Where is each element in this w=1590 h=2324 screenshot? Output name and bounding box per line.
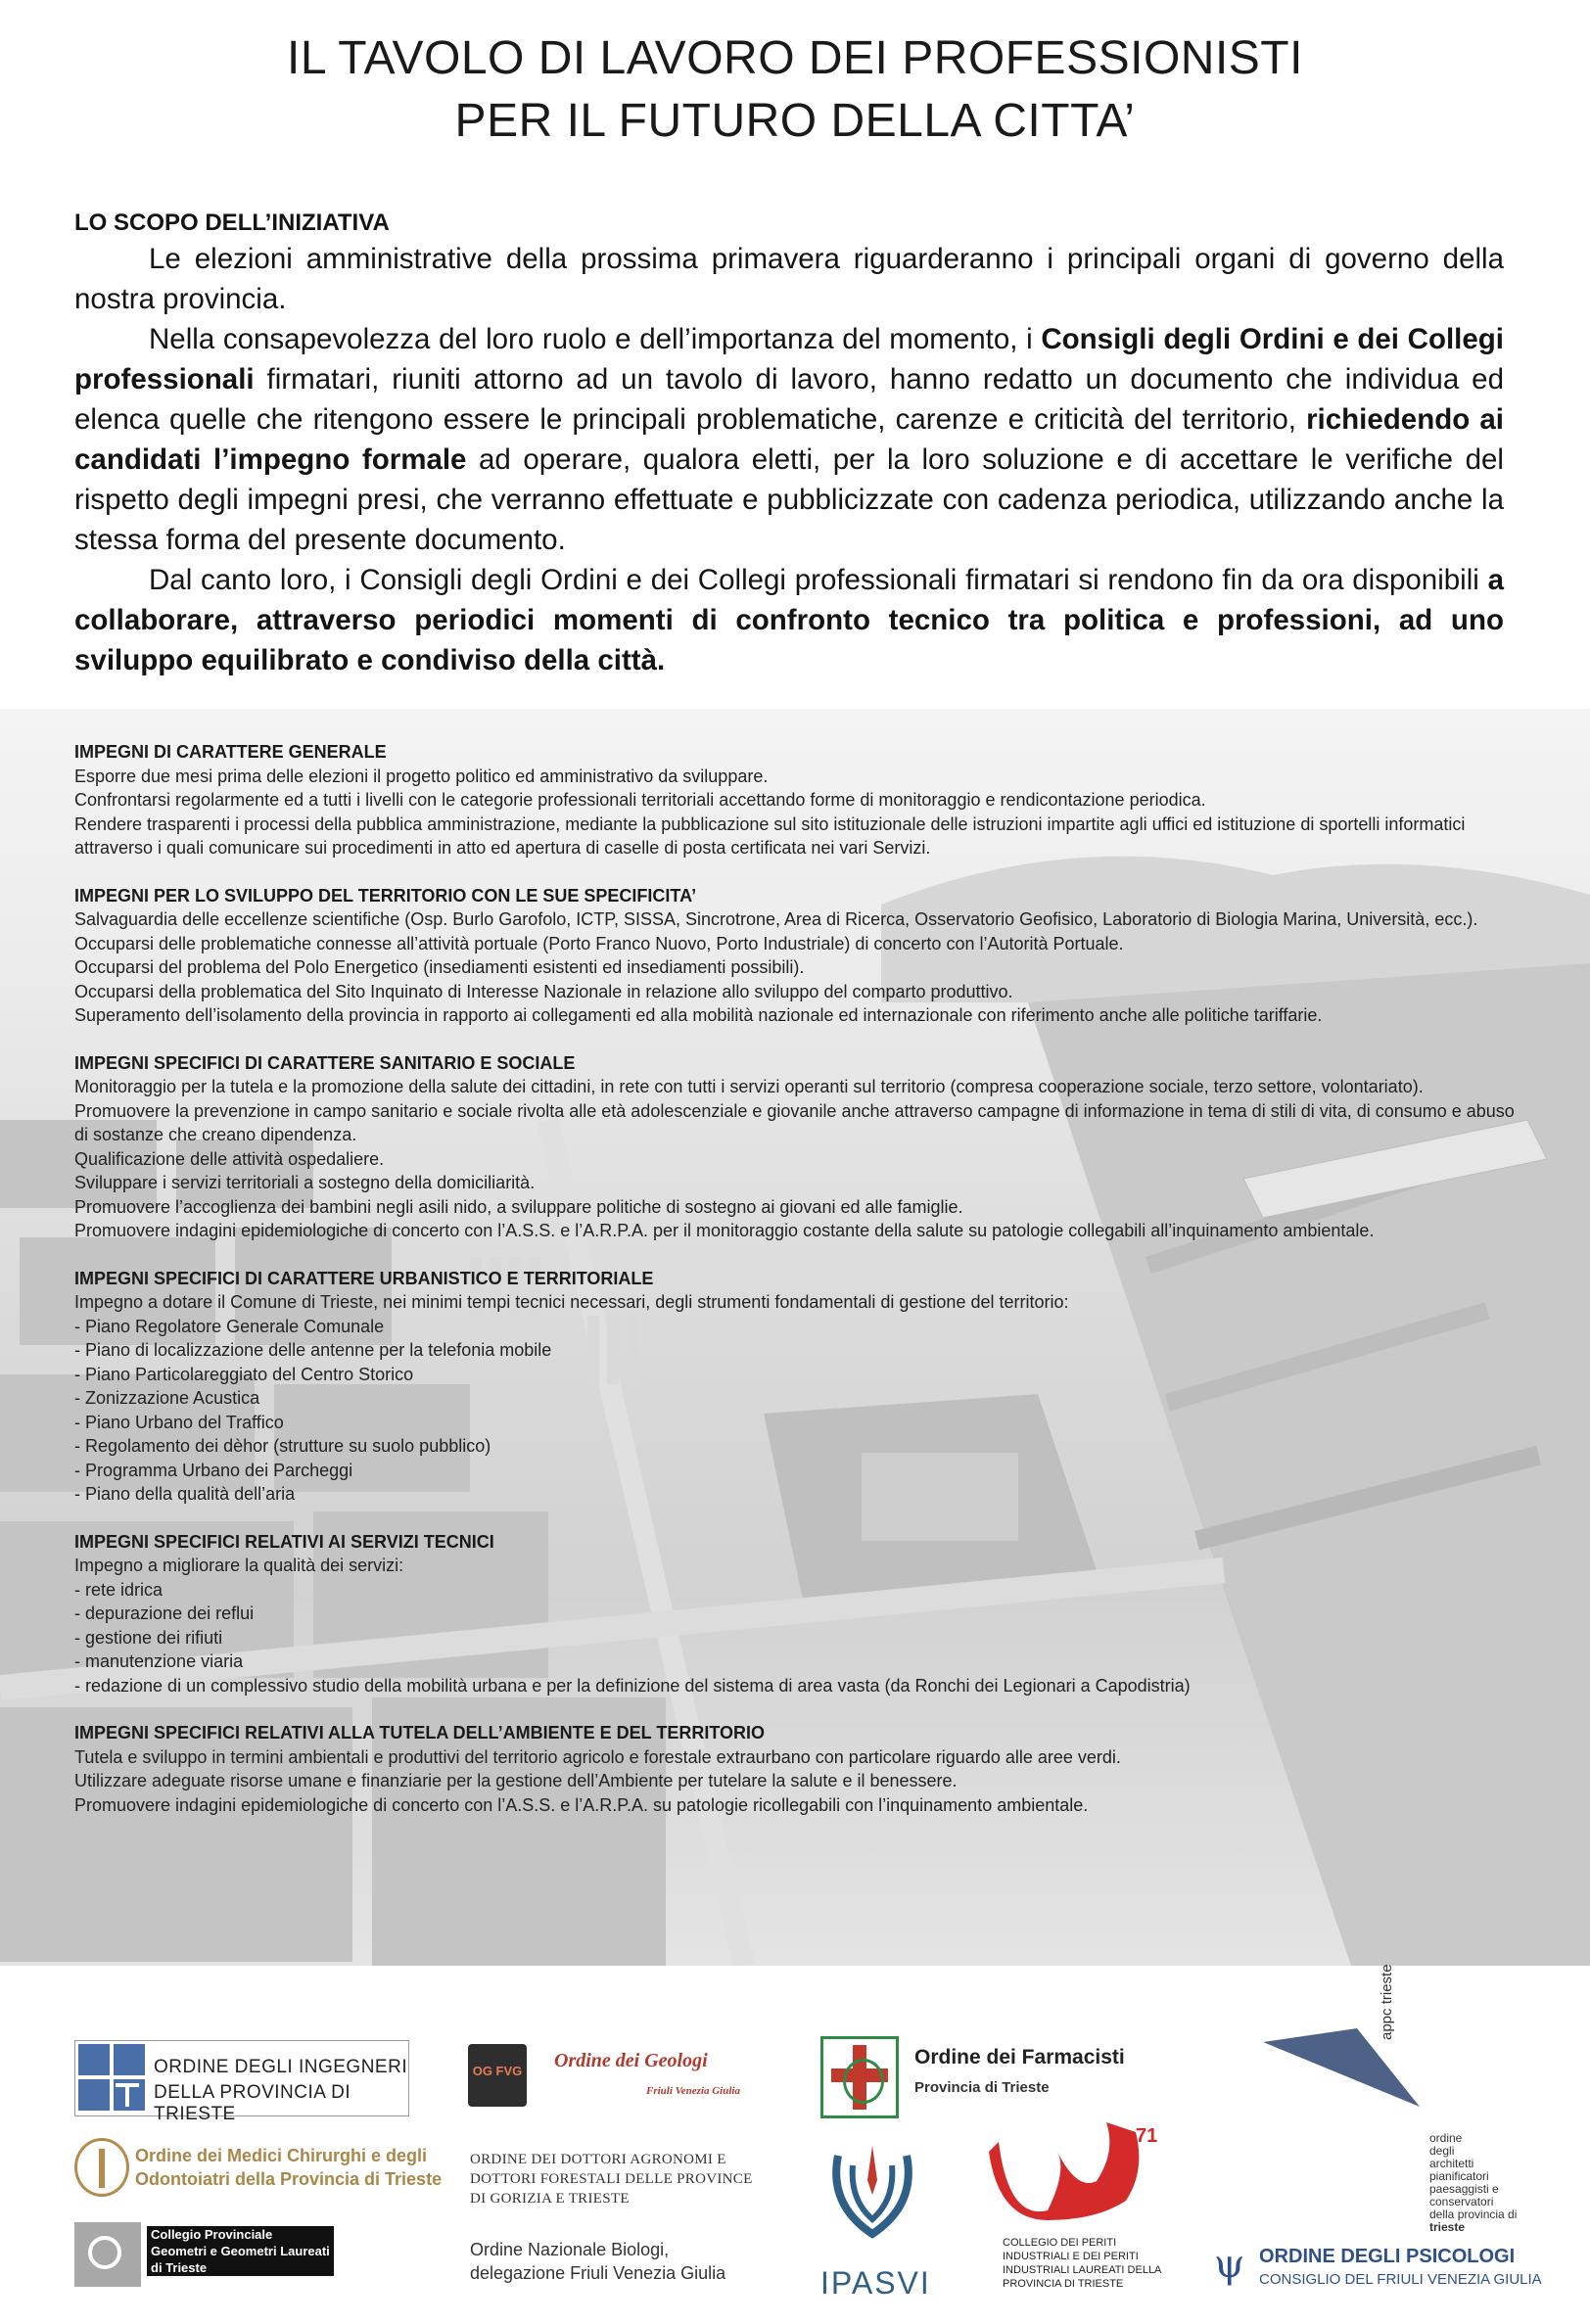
section-line: Tutela e sviluppo in termini ambientali e produttivi del territorio agricolo e forestale extraurbano con particolare riguardo alle aree verdi.	[74, 1746, 1121, 1767]
section-general	[74, 740, 1523, 860]
scope-p2-bold-consigli: Consigli degli Ordini e dei Collegi professionali	[74, 323, 1504, 395]
section-line: Rendere trasparenti i processi della pubblica amministrazione, mediante la pubblicazione sul sito istituzionale delle istruzioni impartite agli uffici ed istituzione di sportelli informatici attraverso i quali comunicare sui procedimenti in atto ed apertura di caselle di posta certificata nei vari Servizi.	[74, 813, 1466, 858]
farmacisti-caduceus-icon	[820, 2036, 899, 2118]
logo-collegio-periti	[989, 2113, 1185, 2308]
periti-line: INDUSTRIALI E DEI PERITI	[1003, 2251, 1139, 2262]
periti-line: PROVINCIA DI TRIESTE	[1003, 2278, 1124, 2290]
section-heading: IMPEGNI PER LO SVILUPPO DEL TERRITORIO CON LE SUE SPECIFICITA’	[74, 885, 697, 906]
logo-ordine-medici	[74, 2138, 446, 2207]
geometri-text-block	[147, 2226, 334, 2276]
logo-ordine-ingegneri	[74, 2040, 409, 2124]
scope-p2-text-c: firmatari, riuniti attorno ad un tavolo di lavoro, hanno redatto un documento che individua ed elenca quelle che ritengono essere le principali problematiche, carenze e criticità del territorio,	[74, 363, 1504, 436]
logo-collegio-geometri	[74, 2222, 388, 2289]
section-line: Occuparsi delle problematiche connesse all’attività portuale (Porto Franco Nuovo, Porto Industriale) di concerto con l’Autorità Portuale.	[74, 933, 1124, 953]
page-title	[0, 27, 1590, 153]
biologi-line: Ordine Nazionale Biologi,	[470, 2240, 670, 2259]
section-health-social	[74, 1051, 1523, 1243]
section-line: - Piano della qualità dell’aria	[74, 1484, 296, 1504]
section-line: Impegno a dotare il Comune di Trieste, nei minimi tempi tecnici necessari, degli strumenti fondamentali di gestione del territorio:	[74, 1292, 1069, 1312]
appc-line: degli	[1429, 2144, 1455, 2158]
section-line: - Piano Particolareggiato del Centro Storico	[74, 1364, 414, 1384]
appc-brand-text: appc trieste	[1379, 1964, 1395, 2040]
scope-p2-bold-impegno: richiedendo ai candidati l’impegno formale	[74, 403, 1504, 476]
section-line: Monitoraggio per la tutela e la promozione della salute dei cittadini, in rete con tutti i servizi operanti sul territorio (compresa cooperazione sociale, terzo settore, volontariato).	[74, 1077, 1424, 1096]
scope-p2-text-e: ad operare, qualora eletti, per la loro soluzione e di accettare le verifiche del rispetto degli impegni presi, che verranno effettuate e pubblicizzate con cadenza periodica, utilizzando anche la stessa forma del presente documento.	[74, 443, 1504, 556]
section-line: Superamento dell’isolamento della provincia in rapporto ai collegamenti ed alla mobilità nazionale ed internazionale con riferimento anche alle politiche tariffarie.	[74, 1005, 1323, 1025]
appc-line: paesaggisti e	[1429, 2182, 1499, 2196]
section-line: Promuovere indagini epidemiologiche di concerto con l’A.S.S. e l’A.R.P.A. per il monitoraggio costante della salute su patologie collegabili all’inquinamento ambientale.	[74, 1221, 1375, 1240]
section-line: Sviluppare i servizi territoriali a sostegno della domiciliarità.	[74, 1173, 536, 1192]
geometri-line: Geometri e Geometri Laureati	[151, 2244, 330, 2258]
scope-heading: LO SCOPO DELL’INIZIATIVA	[74, 209, 390, 236]
agronomi-line: DOTTORI FORESTALI DELLE PROVINCE	[470, 2171, 753, 2187]
appc-line: architetti	[1429, 2157, 1474, 2170]
biologi-line: delegazione Friuli Venezia Giulia	[470, 2263, 726, 2283]
section-line: Promuovere indagini epidemiologiche di concerto con l’A.S.S. e l’A.R.P.A. su patologie ricollegabili con l’inquinamento ambientale.	[74, 1794, 1089, 1815]
appc-line: ordine	[1429, 2131, 1463, 2145]
geologi-emblem-icon	[468, 2044, 527, 2107]
section-line: - gestione dei rifiuti	[74, 1627, 223, 1648]
scope-paragraph-2	[74, 319, 1504, 560]
scope-section	[74, 208, 1504, 680]
logo-ordine-agronomi	[470, 2150, 783, 2218]
section-line: Promuovere l’accoglienza dei bambini negli asili nido, a sviluppare politiche di sostegno ai giovani ed alle famiglie.	[74, 1196, 963, 1217]
ingegneri-province: DELLA PROVINCIA DI TRIESTE	[154, 2082, 351, 2124]
ingegneri-emblem-icon	[78, 2044, 145, 2111]
scope-p2-text-a: Nella consapevolezza del loro ruolo e dell’importanza del momento, i	[149, 323, 1042, 355]
section-line: - manutenzione viaria	[74, 1651, 244, 1671]
appc-triangle-icon	[1263, 2028, 1429, 2116]
ipasvi-name: IPASVI	[820, 2265, 931, 2301]
psicologi-name: ORDINE DEGLI PSICOLOGI	[1259, 2246, 1516, 2267]
periti-text	[1003, 2236, 1161, 2291]
periti-emblem-icon	[989, 2113, 1158, 2230]
title-line-1: IL TAVOLO DI LAVORO DEI PROFESSIONISTI	[287, 32, 1303, 84]
section-heading: IMPEGNI DI CARATTERE GENERALE	[74, 742, 387, 762]
psicologi-council: CONSIGLIO DEL FRIULI VENEZIA GIULIA	[1259, 2271, 1542, 2288]
appc-line: pianificatori	[1429, 2169, 1489, 2183]
section-environment	[74, 1721, 1523, 1817]
geometri-emblem-icon	[74, 2222, 141, 2287]
section-line: Confrontarsi regolarmente ed a tutti i livelli con le categorie professionali territoriali accettando forme di monitoraggio e rendicontazione periodica.	[74, 790, 1206, 810]
section-line: - Piano Urbano del Traffico	[74, 1412, 284, 1432]
section-line: Occuparsi del problema del Polo Energetico (insediamenti esistenti ed insediamenti possibili).	[74, 957, 805, 977]
section-heading: IMPEGNI SPECIFICI DI CARATTERE SANITARIO E SOCIALE	[74, 1052, 576, 1073]
svg-text:71: 71	[1136, 2125, 1158, 2147]
medici-emblem-icon	[74, 2138, 129, 2197]
medici-subname: Odontoiatri della Provincia di Trieste	[135, 2169, 443, 2189]
periti-line: INDUSTRIALI LAUREATI DELLA	[1003, 2264, 1162, 2276]
scope-paragraph-1: Le elezioni amministrative della prossima primavera riguarderanno i principali organi di governo della nostra provincia.	[74, 243, 1504, 315]
section-line: Promuovere la prevenzione in campo sanitario e sociale rivolta alle età adolescenziale e giovanile anche attraverso campagne di informazione in tema di stili di vita, di consumo e abuso di sostanze che creano dipendenza.	[74, 1100, 1515, 1144]
section-line: - Programma Urbano dei Parcheggi	[74, 1460, 353, 1480]
section-line: Salvaguardia delle eccellenze scientifiche (Osp. Burlo Garofolo, ICTP, SISSA, Sincrotrone, Area di Ricerca, Osservatorio Geofisico, Laboratorio di Biologia Marina, Università, ecc.).	[74, 909, 1478, 929]
section-heading: IMPEGNI SPECIFICI RELATIVI ALLA TUTELA DELL’AMBIENTE E DEL TERRITORIO	[74, 1723, 766, 1743]
psicologi-psi-icon: ψ	[1214, 2242, 1245, 2287]
section-line: - rete idrica	[74, 1579, 164, 1600]
commitments-list	[74, 740, 1523, 1840]
logo-ordine-geologi	[468, 2044, 781, 2113]
geologi-name: Ordine dei Geologi	[554, 2050, 708, 2071]
section-line: - redazione di un complessivo studio della mobilità urbana e per la definizione del sistema di area vasta (da Ronchi dei Legionari a Capodistria)	[74, 1675, 1191, 1696]
periti-line: COLLEGIO DEI PERITI	[1003, 2237, 1117, 2249]
logo-ordine-psicologi	[1214, 2240, 1567, 2299]
section-line: - depurazione dei reflui	[74, 1604, 255, 1623]
section-heading: IMPEGNI SPECIFICI RELATIVI AI SERVIZI TECNICI	[74, 1531, 494, 1552]
section-line: Impegno a migliorare la qualità dei servizi:	[74, 1556, 404, 1575]
section-line: - Piano di localizzazione delle antenne per la telefonia mobile	[74, 1340, 552, 1360]
geometri-line: di Trieste	[151, 2260, 208, 2275]
appc-description	[1429, 2132, 1517, 2234]
logo-ordine-farmacisti	[820, 2036, 1173, 2122]
appc-line: trieste	[1429, 2220, 1466, 2234]
section-line: - Piano Regolatore Generale Comunale	[74, 1316, 385, 1336]
section-line: - Zonizzazione Acustica	[74, 1388, 260, 1408]
geologi-region: Friuli Venezia Giulia	[646, 2085, 740, 2097]
appc-line: conservatori	[1429, 2195, 1494, 2208]
farmacisti-province: Provincia di Trieste	[914, 2079, 1050, 2096]
section-heading: IMPEGNI SPECIFICI DI CARATTERE URBANISTICO E TERRITORIALE	[74, 1268, 654, 1288]
logos-footer	[0, 1966, 1590, 2324]
scope-p3-text-a: Dal canto loro, i Consigli degli Ordini e dei Collegi professionali firmatari si rendono fin da ora disponibili	[149, 564, 1488, 596]
geologi-emblem-text: OG FVG	[472, 2064, 523, 2078]
section-line: Occuparsi della problematica del Sito Inquinato di Interesse Nazionale in relazione allo sviluppo del comparto produttivo.	[74, 981, 1013, 1001]
scope-p3-bold-collaborare: a collaborare, attraverso periodici momenti di confronto tecnico tra politica e professioni, ad uno sviluppo equilibrato e condiviso della città.	[74, 564, 1504, 676]
section-technical-services	[74, 1530, 1523, 1698]
scope-paragraph-3	[74, 560, 1504, 680]
section-line: - Regolamento dei dèhor (strutture su suolo pubblico)	[74, 1436, 491, 1456]
section-line: Utilizzare adeguate risorse umane e finanziarie per la gestione dell’Ambiente per tutelare la salute e il benessere.	[74, 1771, 958, 1790]
ingegneri-name: ORDINE DEGLI INGEGNERI	[154, 2057, 408, 2077]
geometri-line: Collegio Provinciale	[151, 2227, 273, 2242]
title-line-2: PER IL FUTURO DELLA CITTA’	[454, 95, 1136, 147]
farmacisti-name: Ordine dei Farmacisti	[914, 2046, 1125, 2068]
section-urban-planning	[74, 1267, 1523, 1507]
logo-ipasvi	[818, 2136, 936, 2322]
ipasvi-hands-icon	[818, 2136, 926, 2254]
logo-ordine-biologi	[470, 2238, 783, 2293]
appc-line: della provincia di	[1429, 2208, 1518, 2221]
medici-name: Ordine dei Medici Chirurghi e degli	[135, 2146, 428, 2165]
section-line: Esporre due mesi prima delle elezioni il progetto politico ed amministrativo da sviluppare.	[74, 766, 769, 786]
section-line: Qualificazione delle attività ospedaliere.	[74, 1148, 385, 1169]
agronomi-line: DI GORIZIA E TRIESTE	[470, 2191, 630, 2207]
section-territory	[74, 884, 1523, 1028]
agronomi-line: ORDINE DEI DOTTORI AGRONOMI E	[470, 2152, 726, 2167]
